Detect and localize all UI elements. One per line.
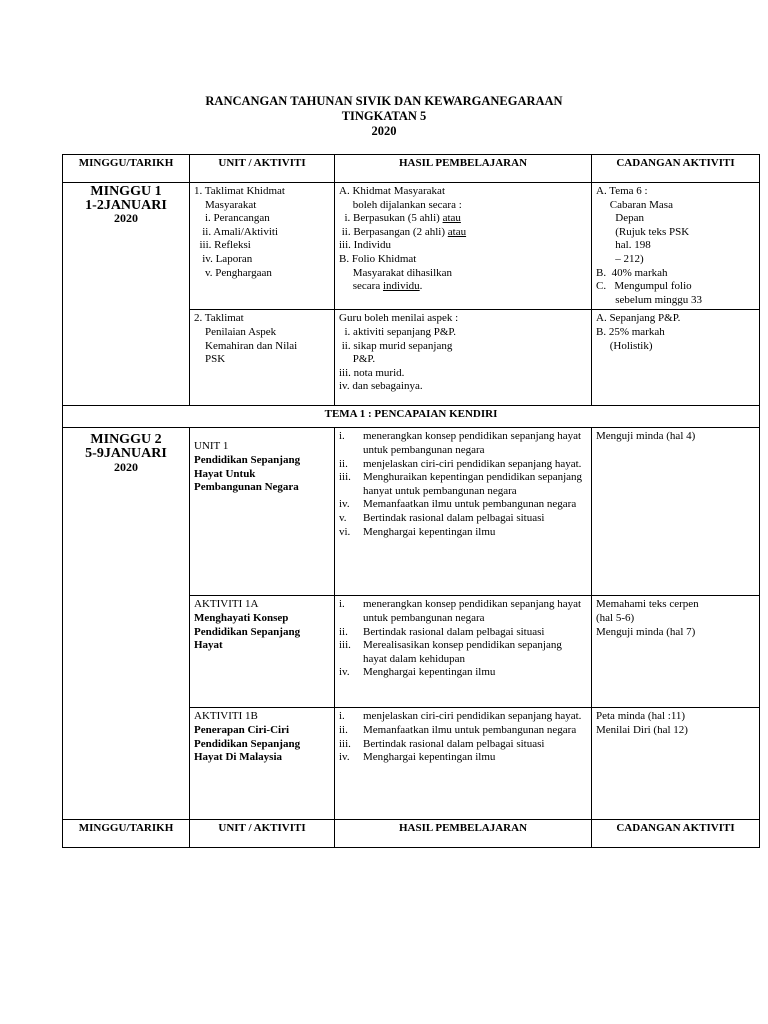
doc-year: 2020 <box>371 124 397 138</box>
tema-row <box>63 406 760 428</box>
list-item-number: iv. <box>339 751 350 764</box>
aktiviti1b-cadangan: Peta minda (hal :11) Menilai Diri (hal 12) <box>592 708 760 820</box>
list-item <box>339 724 587 738</box>
week1-tahun: 2020 <box>114 211 138 226</box>
table-row <box>63 183 760 310</box>
list-item-number: v. <box>339 511 347 524</box>
list-item-text: menjelaskan ciri-ciri pendidikan sepanjang hayat. <box>363 457 582 470</box>
list-item-text: Menghargai kepentingan ilmu <box>363 751 496 764</box>
list-item <box>339 710 587 724</box>
week2-tarikh: 5-9JANUARI <box>85 445 167 461</box>
list-item <box>339 471 587 498</box>
list-item-text: menerangkan konsep pendidikan sepanjang hayat untuk pembangunan negara <box>363 598 582 624</box>
aktiviti1a-hasil <box>335 596 592 708</box>
list-item-text: Menghargai kepentingan ilmu <box>363 525 496 538</box>
week1-cadangan-2: A. Sepanjang P&P. B. 25% markah (Holistik) <box>592 310 760 406</box>
footer-header-cadangan: CADANGAN AKTIVITI <box>592 820 760 848</box>
list-item-number: iii. <box>339 471 351 484</box>
list-item <box>339 738 587 752</box>
list-item-number: i. <box>339 430 345 443</box>
list-item-text: Bertindak rasional dalam pelbagai situasi <box>363 511 545 524</box>
list-item-text: Bertindak rasional dalam pelbagai situasi <box>363 625 545 638</box>
unit1-hasil <box>335 428 592 596</box>
list-item <box>339 598 587 625</box>
list-item <box>339 626 587 640</box>
list-item-number: iv. <box>339 666 350 679</box>
week1-tarikh: 1-2JANUARI <box>85 197 167 213</box>
list-item <box>339 639 587 666</box>
tema-heading: TEMA 1 : PENCAPAIAN KENDIRI <box>63 406 760 428</box>
week1-hasil-1: A. Khidmat Masyarakat boleh dijalankan secara : i. Berpasukan (5 ahli) atau ii. Berpasangan (2 ahli) atau iii. Individu B. Folio Khidmat Masyarakat dihasilkan secara individu. <box>335 183 592 310</box>
list-item-number: i. <box>339 710 345 723</box>
aktiviti1b-label: AKTIVITI 1B <box>194 710 258 723</box>
list-item <box>339 666 587 680</box>
list-item-text: Memanfaatkan ilmu untuk pembangunan negara <box>363 498 577 511</box>
plan-table <box>62 154 760 848</box>
aktiviti1b-hasil <box>335 708 592 820</box>
list-item-text: Bertindak rasional dalam pelbagai situasi <box>363 737 545 750</box>
doc-title: RANCANGAN TAHUNAN SIVIK DAN KEWARGANEGARAAN <box>205 94 563 108</box>
header-minggu: MINGGU/TARIKH <box>63 155 190 183</box>
list-item-text: Menghuraikan kepentingan pendidikan sepanjang hanyat untuk pembangunan negara <box>363 471 583 497</box>
list-item-text: Memanfaatkan ilmu untuk pembangunan negara <box>363 723 577 736</box>
table-footer-header-row <box>63 820 760 848</box>
week1-cell <box>63 183 190 406</box>
table-header-row <box>63 155 760 183</box>
list-item-number: i. <box>339 598 345 611</box>
list-item <box>339 751 587 765</box>
header-unit: UNIT / AKTIVITI <box>190 155 335 183</box>
aktiviti1a-label: AKTIVITI 1A <box>194 598 259 611</box>
week2-tahun: 2020 <box>114 459 138 474</box>
unit1-cadangan: Menguji minda (hal 4) <box>592 428 760 596</box>
list-item <box>339 458 587 472</box>
footer-header-minggu: MINGGU/TARIKH <box>63 820 190 848</box>
list-item-text: Menghargai kepentingan ilmu <box>363 666 496 679</box>
list-item-text: menerangkan konsep pendidikan sepanjang hayat untuk pembangunan negara <box>363 430 582 456</box>
doc-subtitle: TINGKATAN 5 <box>341 109 427 123</box>
footer-header-unit: UNIT / AKTIVITI <box>190 820 335 848</box>
list-item <box>339 512 587 526</box>
footer-header-hasil: HASIL PEMBELAJARAN <box>335 820 592 848</box>
table-row <box>63 428 760 596</box>
list-item <box>339 430 587 457</box>
week2-minggu: MINGGU 2 <box>90 432 162 448</box>
aktiviti1b-cell: AKTIVITI 1B Penerapan Ciri-Ciri Pendidikan Sepanjang Hayat Di Malaysia <box>190 708 335 820</box>
week1-cadangan-1: A. Tema 6 : Cabaran Masa Depan (Rujuk teks PSK hal. 198 – 212) B. 40% markah C. Mengumpul folio sebelum minggu 33 <box>592 183 760 310</box>
aktiviti1a-cell: AKTIVITI 1A Menghayati Konsep Pendidikan Sepanjang Hayat <box>190 596 335 708</box>
aktiviti1a-cadangan: Memahami teks cerpen (hal 5-6) Menguji minda (hal 7) <box>592 596 760 708</box>
list-item <box>339 498 587 512</box>
list-item-number: iii. <box>339 639 351 652</box>
list-item-number: ii. <box>339 625 348 638</box>
header-cadangan: CADANGAN AKTIVITI <box>592 155 760 183</box>
list-item-text: menjelaskan ciri-ciri pendidikan sepanjang hayat. <box>363 710 582 723</box>
list-item-number: ii. <box>339 457 348 470</box>
unit1-label: UNIT 1 <box>194 440 229 453</box>
week1-unit-2: 2. Taklimat Penilaian Aspek Kemahiran dan Nilai PSK <box>190 310 335 406</box>
week1-minggu: MINGGU 1 <box>90 184 162 199</box>
week2-cell <box>63 428 190 820</box>
list-item <box>339 526 587 540</box>
list-item-number: vi. <box>339 525 351 538</box>
list-item-number: iii. <box>339 737 351 750</box>
week1-unit-1: 1. Taklimat Khidmat Masyarakat i. Perancangan ii. Amali/Aktiviti iii. Refleksi iv. Laporan v. Penghargaan <box>190 183 335 310</box>
week1-hasil-2: Guru boleh menilai aspek : i. aktiviti sepanjang P&P. ii. sikap murid sepanjang P&P. iii. nota murid. iv. dan sebagainya. <box>335 310 592 406</box>
list-item-number: iv. <box>339 498 350 511</box>
list-item-number: ii. <box>339 723 348 736</box>
header-hasil: HASIL PEMBELAJARAN <box>335 155 592 183</box>
list-item-text: Merealisasikan konsep pendidikan sepanjang hayat dalam kehidupan <box>363 639 562 665</box>
unit1-cell: UNIT 1 Pendidikan Sepanjang Hayat Untuk Pembangunan Negara <box>190 428 335 596</box>
